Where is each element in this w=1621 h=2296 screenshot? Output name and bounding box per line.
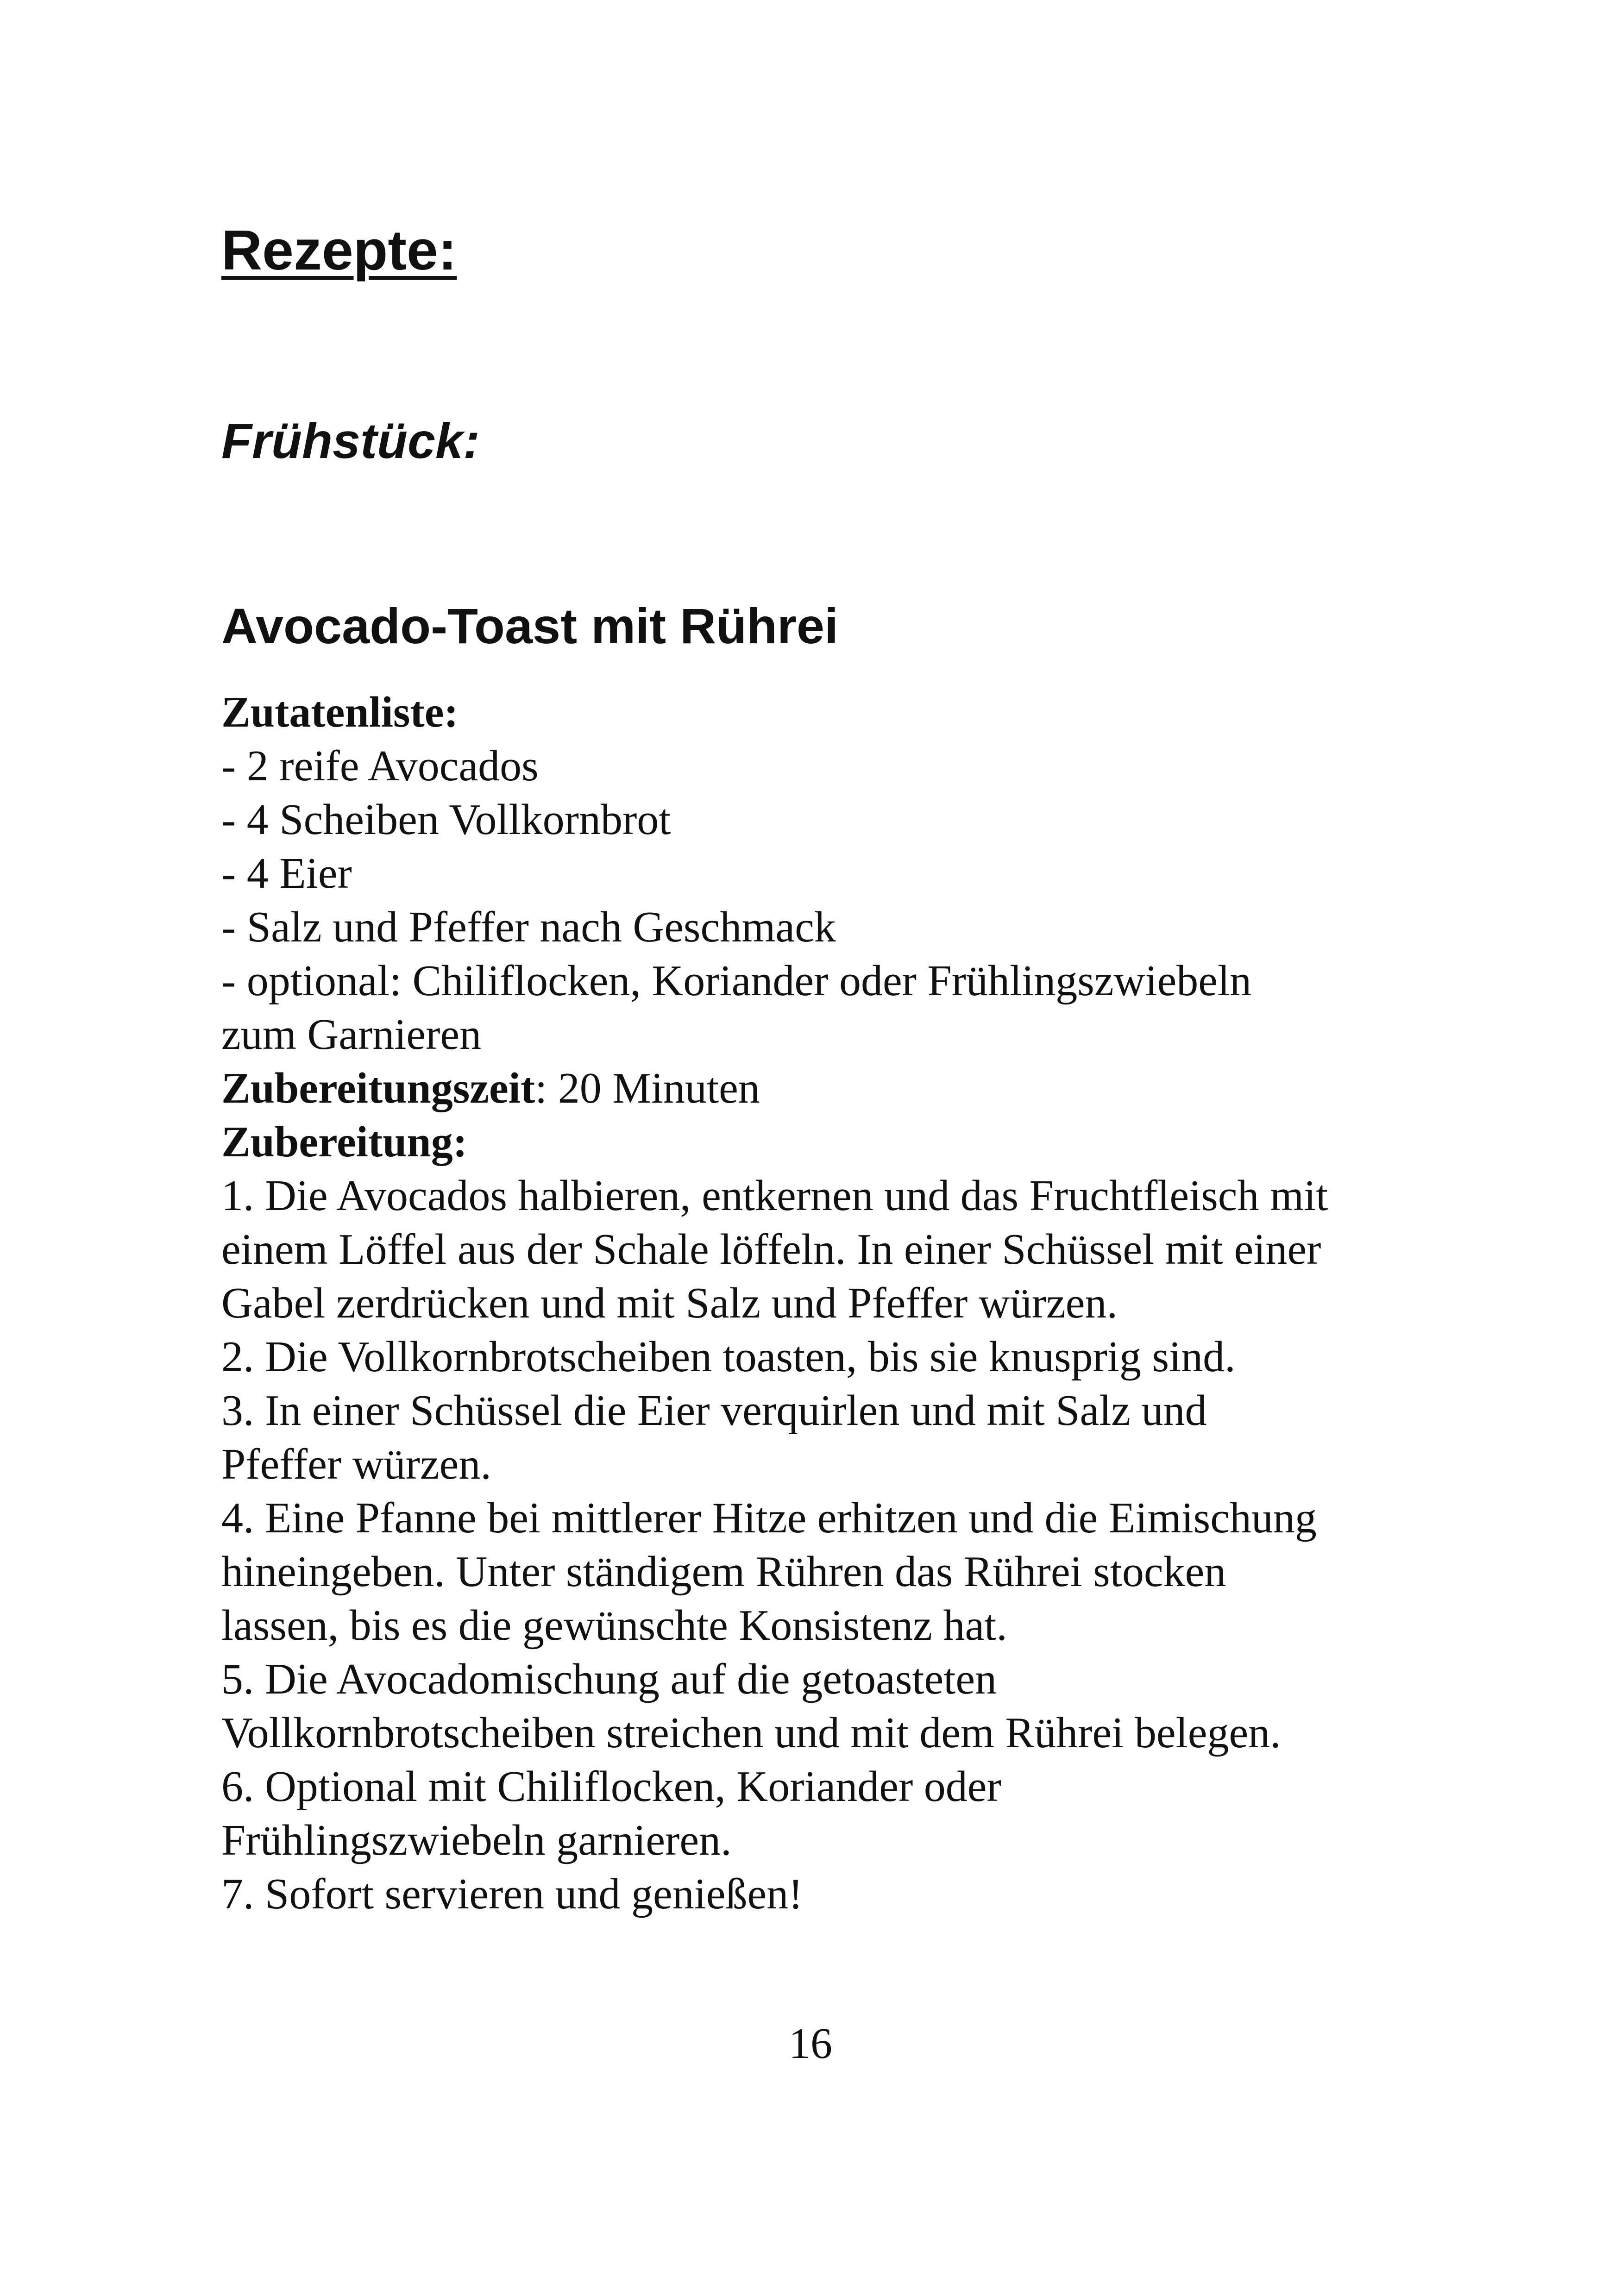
prep-time xyxy=(221,1061,1449,1115)
step-line: 5. Die Avocadomischung auf die getoasteten xyxy=(221,1655,997,1703)
step-line: Vollkornbrotscheiben streichen und mit dem Rührei belegen. xyxy=(221,1709,1281,1757)
steps-label: Zubereitung: xyxy=(221,1118,467,1166)
prep-time-value: : 20 Minuten xyxy=(535,1064,760,1112)
step-line: 7. Sofort servieren und genießen! xyxy=(221,1870,803,1918)
step-line: Gabel zerdrücken und mit Salz und Pfeffer würzen. xyxy=(221,1279,1118,1327)
ingredient-item: - 2 reife Avocados xyxy=(221,742,539,790)
step-line: 1. Die Avocados halbieren, entkernen und das Fruchtfleisch mit xyxy=(221,1172,1328,1220)
ingredient-item: - 4 Eier xyxy=(221,849,352,897)
page-number: 16 xyxy=(789,2020,832,2068)
recipe-body xyxy=(221,685,1449,1921)
ingredient-item: - 4 Scheiben Vollkornbrot xyxy=(221,796,671,844)
step-line: hineingeben. Unter ständigem Rühren das Rührei stocken xyxy=(221,1548,1226,1596)
ingredient-item: - optional: Chiliflocken, Koriander oder Frühlingszwiebeln xyxy=(221,957,1252,1005)
ingredient-item: zum Garnieren xyxy=(221,1010,482,1059)
page-heading: Rezepte: xyxy=(221,219,457,282)
ingredients-label: Zutatenliste: xyxy=(221,688,459,736)
step-line: 3. In einer Schüssel die Eier verquirlen und mit Salz und xyxy=(221,1386,1207,1435)
prep-time-label: Zubereitungszeit xyxy=(221,1064,535,1112)
step-line: Frühlingszwiebeln garnieren. xyxy=(221,1816,732,1864)
ingredient-item: - Salz und Pfeffer nach Geschmack xyxy=(221,903,836,951)
section-heading: Frühstück: xyxy=(221,413,480,469)
step-line: lassen, bis es die gewünschte Konsistenz hat. xyxy=(221,1601,1007,1650)
step-line: Pfeffer würzen. xyxy=(221,1440,491,1488)
step-line: 6. Optional mit Chiliflocken, Koriander oder xyxy=(221,1763,1001,1811)
step-line: einem Löffel aus der Schale löffeln. In einer Schüssel mit einer xyxy=(221,1225,1321,1273)
step-line: 4. Eine Pfanne bei mittlerer Hitze erhitzen und die Eimischung xyxy=(221,1494,1317,1542)
recipe-title: Avocado-Toast mit Rührei xyxy=(221,598,839,654)
step-line: 2. Die Vollkornbrotscheiben toasten, bis sie knusprig sind. xyxy=(221,1333,1236,1381)
